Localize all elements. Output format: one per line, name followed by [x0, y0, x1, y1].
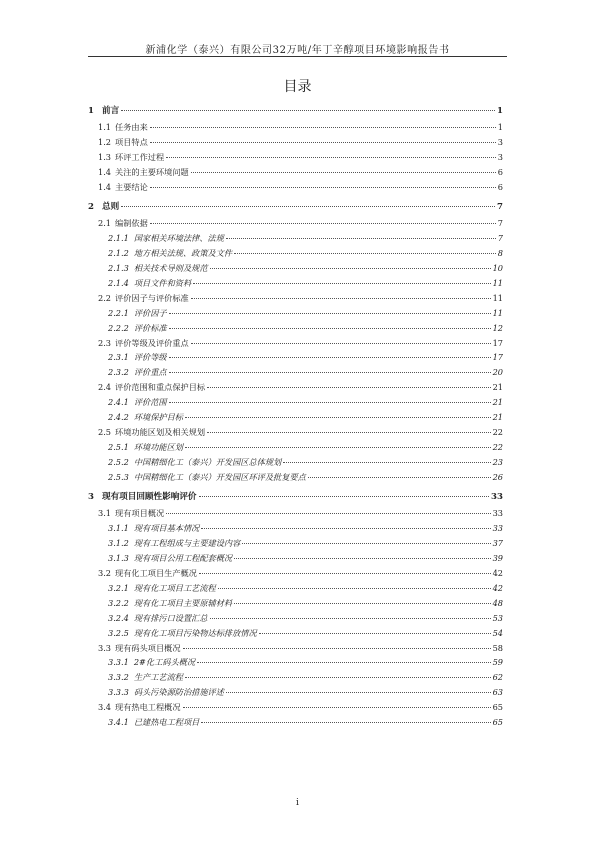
toc-entry[interactable]: [88, 598, 503, 613]
toc-entry-page: 26: [492, 471, 503, 482]
toc-entry-number: 2.4: [98, 382, 112, 393]
toc-entry-page: 17: [492, 337, 503, 348]
toc-entry-label: 现有项目回顾性影响评价: [101, 492, 197, 503]
toc-entry-number: 3.2.4: [108, 612, 129, 623]
toc-entry[interactable]: [88, 367, 503, 382]
toc-entry-page: 8: [497, 248, 503, 259]
toc-dot-leader: [191, 298, 491, 299]
toc-entry-number: 2.3.1: [108, 352, 129, 363]
toc-entry-number: 1.3: [98, 151, 112, 162]
toc-dot-leader: [207, 387, 490, 388]
toc-entry[interactable]: [88, 508, 503, 523]
toc-entry-number: 2.5: [98, 426, 112, 437]
toc-entry-number: 3.2.1: [108, 582, 129, 593]
toc-entry-page: 1: [497, 106, 503, 116]
toc-dot-leader: [191, 343, 491, 344]
header-rule: [88, 56, 507, 57]
toc-entry[interactable]: [88, 263, 503, 278]
toc-entry-number: 3.3.1: [108, 657, 129, 668]
toc-entry-label: 中国精细化工（泰兴）开发园区总体规划: [133, 456, 282, 467]
toc-entry-page: 65: [492, 716, 503, 727]
toc-entry-page: 62: [492, 672, 503, 683]
toc-entry-number: 2.1.3: [108, 263, 129, 274]
toc-entry-page: 21: [492, 382, 503, 393]
toc-entry-number: 3.3.3: [108, 687, 129, 698]
toc-entry-page: 33: [492, 508, 503, 519]
toc-entry-number: 3: [88, 492, 94, 503]
toc-dot-leader: [210, 268, 491, 269]
toc-dot-leader: [169, 357, 491, 358]
toc-dot-leader: [199, 496, 490, 497]
toc-entry-page: 37: [492, 538, 503, 549]
toc-entry-page: 3: [497, 151, 503, 162]
toc-dot-leader: [201, 528, 490, 529]
toc-entry-page: 1: [497, 122, 503, 132]
toc-dot-leader: [185, 677, 491, 678]
toc-entry-number: 2.2.1: [108, 307, 129, 318]
toc-entry[interactable]: [88, 122, 503, 137]
toc-entry-label: 现有化工项目生产概况: [115, 568, 197, 579]
toc-entry[interactable]: [88, 323, 503, 338]
toc-entry-label: 编制依据: [115, 218, 148, 229]
toc-entry[interactable]: [88, 687, 503, 702]
toc-entry-label: 项目特点: [115, 136, 148, 147]
toc-entry-number: 2.1.2: [108, 248, 129, 259]
toc-entry-label: 评价标准: [133, 322, 167, 333]
toc-dot-leader: [207, 432, 490, 433]
toc-entry-number: 2.3: [98, 337, 112, 348]
toc-entry-label: 生产工艺流程: [133, 672, 183, 683]
toc-entry-number: 2: [88, 202, 94, 213]
toc-entry-label: 现有化工项目主要原辅材料: [133, 597, 233, 608]
toc-dot-leader: [185, 447, 491, 448]
toc-entry-number: 1.1: [98, 122, 112, 132]
toc-entry-page: 22: [492, 426, 503, 437]
toc-entry-page: 54: [492, 627, 503, 638]
toc-dot-leader: [210, 618, 491, 619]
toc-entry-label: 现有项目公用工程配套概况: [133, 553, 233, 564]
toc-entry-page: 6: [497, 166, 503, 177]
toc-dot-leader: [150, 223, 496, 224]
toc-entry-page: 6: [497, 181, 503, 192]
toc-dot-leader: [199, 573, 491, 574]
toc-entry-label: 评价范围和重点保护目标: [115, 382, 206, 393]
toc-entry[interactable]: [88, 490, 503, 508]
toc-entry-label: 现有化工项目工艺流程: [133, 582, 216, 593]
toc-entry[interactable]: [88, 472, 503, 487]
toc-entry-page: 17: [492, 352, 503, 363]
toc-entry-label: 2#化工码头概况: [133, 657, 196, 668]
toc-entry[interactable]: [88, 278, 503, 293]
toc-entry-label: 关注的主要环境问题: [115, 166, 189, 177]
toc-entry-label: 现有项目基本情况: [133, 523, 200, 534]
toc-dot-leader: [226, 692, 491, 693]
toc-entry-page: 53: [492, 612, 503, 623]
toc-dot-leader: [169, 313, 491, 314]
toc-entry-label: 主要结论: [115, 181, 148, 192]
toc-entry-label: 评价因子: [133, 307, 167, 318]
toc-entry-number: 3.1.2: [108, 538, 129, 549]
toc-entry[interactable]: [88, 104, 503, 122]
toc-entry-page: 11: [492, 278, 503, 289]
toc-entry-label: 任务由来: [115, 122, 148, 132]
toc-entry-number: 1.4: [98, 166, 112, 177]
toc-dot-leader: [121, 206, 495, 207]
toc-entry-page: 39: [492, 553, 503, 564]
toc-entry-page: 7: [497, 218, 503, 229]
toc-entry-label: 现有化工项目污染物达标排放情况: [133, 627, 257, 638]
toc-dot-leader: [150, 187, 496, 188]
toc-entry-page: 12: [492, 322, 503, 333]
toc-entry-page: 23: [492, 456, 503, 467]
toc-entry[interactable]: [88, 293, 503, 308]
toc-entry-label: 环境功能区划: [133, 441, 183, 452]
toc-dot-leader: [234, 253, 496, 254]
toc-entry-page: 42: [492, 568, 503, 579]
toc-dot-leader: [242, 543, 490, 544]
toc-entry-label: 相关技术导则及规范: [133, 263, 208, 274]
toc-entry[interactable]: [88, 553, 503, 568]
toc-entry-number: 3.3.2: [108, 672, 129, 683]
toc-entry[interactable]: [88, 702, 503, 717]
toc-entry-page: 7: [497, 202, 503, 213]
toc-entry[interactable]: [88, 412, 503, 427]
toc-entry-label: 评价因子与评价标准: [115, 292, 189, 303]
toc-entry[interactable]: [88, 397, 503, 412]
toc-dot-leader: [226, 238, 496, 239]
toc-title: 目录: [283, 79, 312, 95]
toc-entry-label: 地方相关法规、政策及文件: [133, 248, 233, 259]
toc-entry[interactable]: [88, 200, 503, 218]
toc-entry-label: 现有热电工程概况: [115, 702, 181, 713]
toc-entry-label: 已建热电工程项目: [133, 716, 200, 727]
page-number: i: [296, 798, 299, 808]
toc-entry-number: 2.1.4: [108, 278, 129, 289]
toc-entry-number: 1.2: [98, 136, 112, 147]
toc-entry[interactable]: [88, 427, 503, 442]
toc-entry-label: 码头污染源防治措施评述: [133, 687, 224, 698]
toc-entry[interactable]: [88, 717, 503, 732]
toc-entry[interactable]: [88, 182, 503, 197]
toc-entry[interactable]: [88, 233, 503, 248]
toc-dot-leader: [283, 462, 490, 463]
toc-entry-page: 3: [497, 136, 503, 147]
toc-entry-label: 现有排污口设置汇总: [133, 612, 208, 623]
toc-entry-number: 3.1.1: [108, 523, 129, 534]
toc-entry-label: 中国精细化工（泰兴）开发园区环评及批复要点: [133, 471, 306, 482]
toc-entry-number: 2.4.2: [108, 412, 129, 423]
toc-entry[interactable]: [88, 583, 503, 598]
toc-dot-leader: [169, 328, 491, 329]
toc-entry-page: 65: [492, 702, 503, 713]
toc-entry[interactable]: [88, 457, 503, 472]
toc-entry-page: 33: [492, 523, 503, 534]
toc-entry-number: 3.2: [98, 568, 112, 579]
toc-entry[interactable]: [88, 137, 503, 152]
toc-entry-page: 20: [492, 367, 503, 378]
toc-dot-leader: [218, 588, 491, 589]
toc-dot-leader: [183, 707, 491, 708]
toc-entry-page: 63: [492, 687, 503, 698]
toc-entry-page: 48: [492, 597, 503, 608]
toc-entry-label: 评价等级及评价重点: [115, 337, 189, 348]
toc-entry-label: 评价范围: [133, 397, 167, 408]
toc-entry[interactable]: [88, 538, 503, 553]
toc-entry[interactable]: [88, 338, 503, 353]
toc-entry-label: 环评工作过程: [115, 151, 165, 162]
toc-entry-number: 3.4: [98, 702, 112, 713]
toc-dot-leader: [197, 662, 491, 663]
toc-dot-leader: [166, 157, 496, 158]
toc-entry[interactable]: [88, 248, 503, 263]
toc-entry-number: 2.2: [98, 292, 112, 303]
toc-entry-page: 58: [492, 642, 503, 653]
toc-entry-number: 3.1.3: [108, 553, 129, 564]
toc-entry[interactable]: [88, 308, 503, 323]
toc-entry-page: 22: [492, 441, 503, 452]
toc-entry-label: 总则: [101, 202, 120, 213]
toc-entry-number: 2.3.2: [108, 367, 129, 378]
toc-dot-leader: [259, 633, 491, 634]
toc-entry[interactable]: [88, 643, 503, 658]
toc-dot-leader: [169, 372, 491, 373]
toc-entry[interactable]: [88, 523, 503, 538]
toc-entry-page: 33: [491, 492, 503, 503]
toc-entry-number: 2.1.1: [108, 233, 129, 244]
toc-dot-leader: [121, 110, 495, 111]
toc-entry-number: 2.5.3: [108, 471, 129, 482]
toc-entry[interactable]: [88, 382, 503, 397]
toc-entry-label: 评价重点: [133, 367, 167, 378]
toc-entry-label: 现有码头项目概况: [115, 642, 181, 653]
toc-entry[interactable]: [88, 218, 503, 233]
toc-entry-label: 项目文件和资料: [133, 278, 192, 289]
toc-entry-number: 3.3: [98, 642, 112, 653]
toc-entry-page: 59: [492, 657, 503, 668]
toc-entry-number: 3.2.5: [108, 627, 129, 638]
toc-entry-number: 1.4: [98, 181, 112, 192]
toc-entry-number: 2.2.2: [108, 322, 129, 333]
running-header: 新浦化学（泰兴）有限公司32万吨/年丁辛醇项目环境影响报告书: [145, 45, 450, 56]
table-of-contents: [88, 100, 503, 732]
toc-entry-label: 环境功能区划及相关规划: [115, 426, 206, 437]
toc-entry-number: 2.4.1: [108, 397, 129, 408]
toc-entry-page: 21: [492, 412, 503, 423]
toc-entry-page: 21: [492, 397, 503, 408]
toc-dot-leader: [166, 513, 490, 514]
toc-dot-leader: [191, 172, 496, 173]
toc-dot-leader: [234, 603, 490, 604]
toc-entry-number: 3.4.1: [108, 716, 129, 727]
toc-entry-number: 3.1: [98, 508, 112, 519]
toc-dot-leader: [193, 283, 490, 284]
toc-dot-leader: [150, 127, 496, 128]
toc-dot-leader: [201, 722, 490, 723]
toc-entry[interactable]: [88, 672, 503, 687]
toc-entry[interactable]: [88, 442, 503, 457]
toc-dot-leader: [308, 477, 491, 478]
toc-entry-page: 11: [492, 292, 503, 303]
toc-entry-number: 2.5.2: [108, 456, 129, 467]
toc-entry-label: 国家相关环境法律、法规: [133, 233, 224, 244]
toc-entry-page: 10: [492, 263, 503, 274]
toc-entry-label: 现有工程组成与主要建设内容: [133, 538, 241, 549]
toc-entry-label: 环境保护目标: [133, 412, 183, 423]
toc-entry[interactable]: [88, 568, 503, 583]
toc-entry-page: 11: [492, 307, 503, 318]
toc-entry[interactable]: [88, 657, 503, 672]
toc-entry-label: 现有项目概况: [115, 508, 165, 519]
toc-entry-label: 评价等级: [133, 352, 167, 363]
toc-entry[interactable]: [88, 613, 503, 628]
toc-entry[interactable]: [88, 628, 503, 643]
toc-entry-number: 1: [88, 106, 94, 116]
toc-dot-leader: [234, 558, 490, 559]
toc-entry-page: 42: [492, 582, 503, 593]
toc-entry[interactable]: [88, 152, 503, 167]
toc-entry-label: 前言: [101, 106, 120, 116]
toc-dot-leader: [185, 417, 491, 418]
toc-dot-leader: [150, 142, 496, 143]
toc-entry-page: 7: [497, 233, 503, 244]
toc-entry[interactable]: [88, 167, 503, 182]
toc-entry-number: 3.2.2: [108, 597, 129, 608]
toc-dot-leader: [169, 402, 491, 403]
toc-entry-number: 2.5.1: [108, 441, 129, 452]
toc-entry-number: 2.1: [98, 218, 112, 229]
toc-entry[interactable]: [88, 352, 503, 367]
toc-dot-leader: [183, 648, 491, 649]
